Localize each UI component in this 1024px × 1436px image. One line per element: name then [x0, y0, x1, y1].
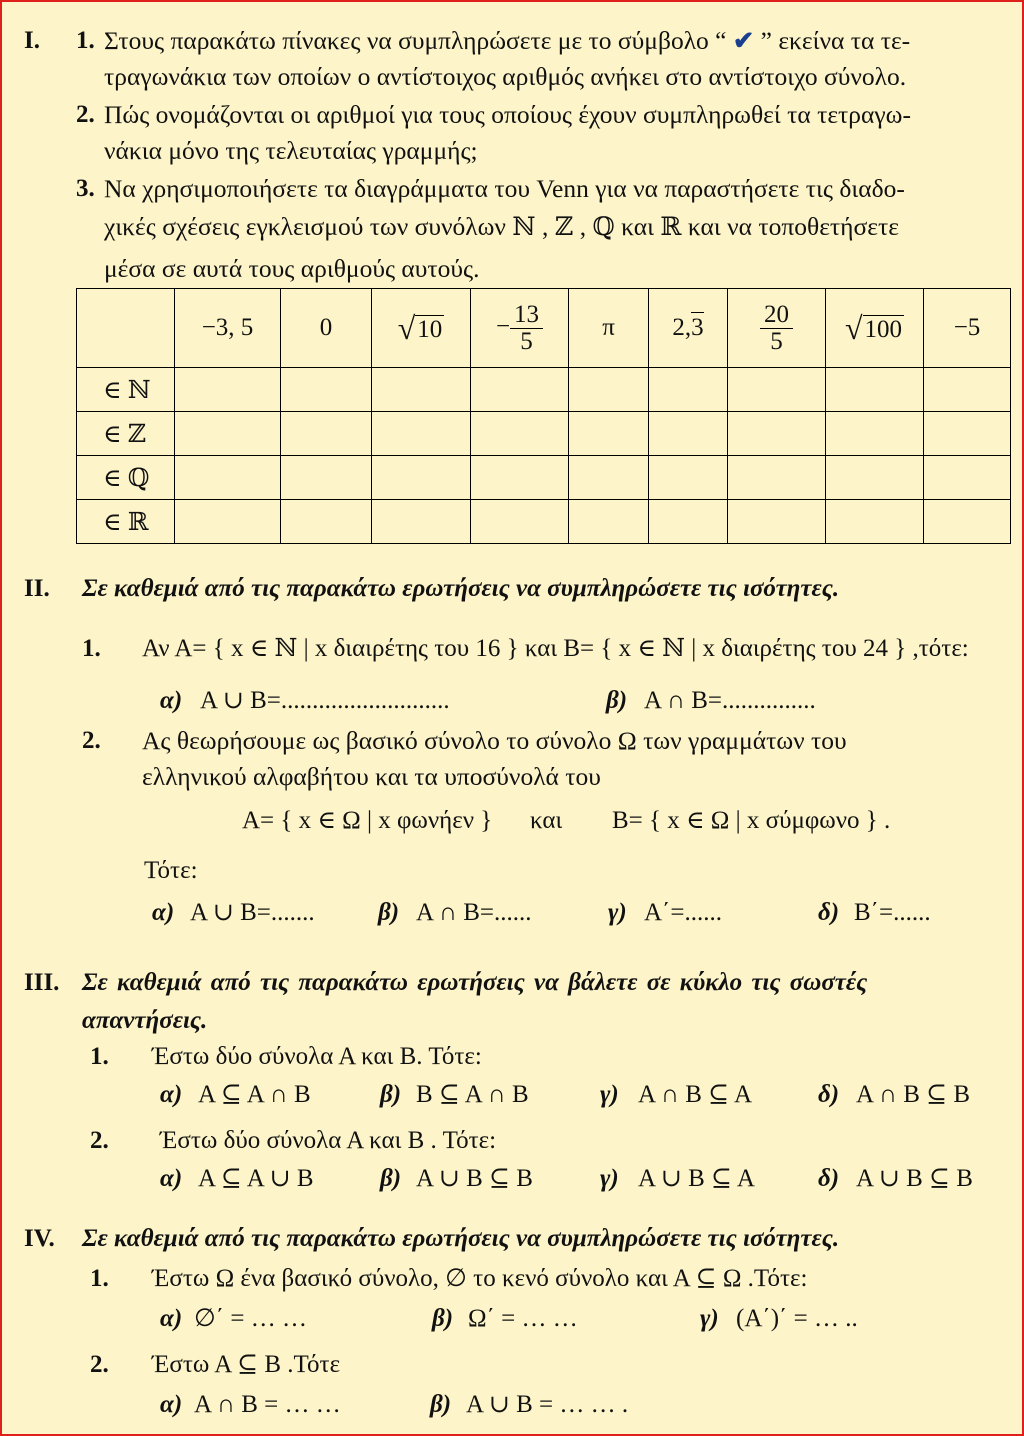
table-row: [77, 368, 1011, 412]
answer-label: δ): [818, 899, 840, 926]
table-cell[interactable]: [471, 456, 569, 500]
section-3-title-line-1: Σε καθεμιά από τις παρακάτω ερωτήσεις να βάλετε σε κύκλο τις σωστές: [82, 969, 868, 996]
header-cell: [372, 289, 471, 368]
table-cell[interactable]: [924, 500, 1011, 544]
sqrt-expression: [845, 310, 904, 347]
table-cell[interactable]: [281, 368, 372, 412]
table-cell[interactable]: [728, 456, 826, 500]
option-answer[interactable]: Α ∩ Β ⊆ Α: [638, 1081, 753, 1108]
set-b-definition: Β= { x ∈ Ω | x σύμφωνο } .: [612, 807, 891, 834]
decimal-integer-part: 2,: [672, 314, 692, 341]
header-value: π: [602, 314, 615, 341]
table-cell[interactable]: [281, 456, 372, 500]
option-label: δ): [818, 1165, 840, 1192]
table-cell[interactable]: [372, 500, 471, 544]
section-3-number: III.: [24, 969, 60, 996]
answer-label: α): [160, 1391, 183, 1418]
table-corner-cell: [77, 289, 175, 368]
table-cell[interactable]: [175, 368, 281, 412]
number-sets-table: [76, 288, 1011, 544]
section-3-title-line-2: απαντήσεις.: [82, 1007, 208, 1034]
table-cell[interactable]: [728, 500, 826, 544]
then-word: Τότε:: [144, 857, 198, 884]
answer-blank[interactable]: Α ∪ Β=...........................: [200, 687, 450, 714]
table-cell[interactable]: [728, 412, 826, 456]
table-cell[interactable]: [649, 412, 728, 456]
row-label: ∈ ℤ: [77, 412, 175, 456]
table-cell[interactable]: [826, 500, 924, 544]
table-header-row: [77, 289, 1011, 368]
question-3-1-number: 1.: [90, 1043, 109, 1070]
table-cell[interactable]: [826, 456, 924, 500]
table-cell[interactable]: [924, 456, 1011, 500]
answer-label: β): [432, 1305, 454, 1332]
radicand: 10: [417, 315, 443, 343]
answer-label: β): [430, 1391, 452, 1418]
answer-blank[interactable]: Α ∩ Β=......: [416, 899, 532, 926]
option-answer[interactable]: Β ⊆ Α ∩ Β: [416, 1081, 529, 1108]
question-2-2-line-1: Ας θεωρήσουμε ως βασικό σύνολο το σύνολο Ω των γραμμάτων του: [142, 726, 847, 755]
table-cell[interactable]: [372, 456, 471, 500]
answer-label: α): [160, 1305, 183, 1332]
question-4-1-number: 1.: [90, 1265, 109, 1292]
table-cell[interactable]: [826, 368, 924, 412]
table-cell[interactable]: [569, 368, 649, 412]
table-cell[interactable]: [281, 412, 372, 456]
table-cell[interactable]: [372, 412, 471, 456]
answer-label: α): [152, 899, 175, 926]
question-4-1-text: Έστω Ω ένα βασικό σύνολο, ∅ το κενό σύνολο και Α ⊆ Ω .Τότε:: [152, 1265, 808, 1292]
table-cell[interactable]: [471, 368, 569, 412]
section-4-title: Σε καθεμιά από τις παρακάτω ερωτήσεις να συμπληρώσετε τις ισότητες.: [82, 1225, 840, 1252]
question-4-2-text: Έστω Α ⊆ Β .Τότε: [152, 1351, 341, 1378]
table-cell[interactable]: [649, 456, 728, 500]
question-3-2-number: 2.: [90, 1127, 109, 1154]
answer-blank[interactable]: Ω΄ = … …: [468, 1305, 578, 1332]
option-label: γ): [600, 1081, 619, 1108]
question-1-3-number: 3.: [76, 175, 95, 202]
table-cell[interactable]: [569, 500, 649, 544]
and-word: και: [530, 807, 563, 834]
header-value: −5: [953, 314, 981, 341]
option-label: β): [380, 1081, 402, 1108]
radical-sign: √: [844, 309, 863, 346]
table-cell[interactable]: [569, 412, 649, 456]
table-cell[interactable]: [924, 412, 1011, 456]
option-answer[interactable]: Α ∪ Β ⊆ Α: [638, 1165, 755, 1192]
answer-blank[interactable]: (Α΄)΄ = … ..: [736, 1305, 858, 1332]
table-cell[interactable]: [826, 412, 924, 456]
answer-blank[interactable]: Α ∩ Β = … …: [194, 1391, 341, 1418]
section-2-title: Σε καθεμιά από τις παρακάτω ερωτήσεις να συμπληρώσετε τις ισότητες.: [82, 575, 840, 602]
minus-sign: −: [495, 312, 511, 340]
answer-label: γ): [608, 899, 627, 926]
row-label: ∈ ℕ: [77, 368, 175, 412]
header-cell: [728, 289, 826, 368]
table-cell[interactable]: [471, 500, 569, 544]
question-2-2-number: 2.: [82, 727, 101, 754]
header-cell: [924, 289, 1011, 368]
option-answer[interactable]: Α ∩ Β ⊆ Β: [856, 1081, 971, 1108]
table-row: [77, 412, 1011, 456]
table-cell[interactable]: [175, 500, 281, 544]
question-2-1-number: 1.: [82, 635, 101, 662]
header-value: −3, 5: [201, 314, 254, 341]
section-2-number: II.: [24, 575, 50, 602]
section-1-number: I.: [24, 27, 40, 54]
question-1-1-line-1: [104, 26, 910, 56]
header-cell: [281, 289, 372, 368]
question-3-1-text: Έστω δύο σύνολα Α και Β. Τότε:: [152, 1043, 482, 1070]
question-1-1-number: 1.: [76, 27, 95, 54]
option-label: δ): [818, 1081, 840, 1108]
option-label: α): [160, 1165, 183, 1192]
repeating-digit: 3: [691, 314, 704, 341]
header-value: 0: [319, 314, 333, 341]
table-cell[interactable]: [372, 368, 471, 412]
table-cell[interactable]: [649, 500, 728, 544]
table-cell[interactable]: [471, 412, 569, 456]
numerator: 20: [760, 302, 793, 329]
header-cell: [471, 289, 569, 368]
option-label: β): [380, 1165, 402, 1192]
answer-blank[interactable]: Β΄=......: [854, 899, 931, 926]
numerator: 13: [510, 302, 543, 329]
question-1-3-line-1: Να χρησιμοποιήσετε τα διαγράμματα του Venn για να παραστήσετε τις διαδο-: [104, 174, 905, 203]
question-2-1-text: Αν Α= { x ∈ ℕ | x διαιρέτης του 16 } και Β= { x ∈ ℕ | x διαιρέτης του 24 } ,τότε:: [142, 635, 969, 662]
option-label: γ): [600, 1165, 619, 1192]
header-cell: [175, 289, 281, 368]
table-row: [77, 500, 1011, 544]
table-cell[interactable]: [728, 368, 826, 412]
option-answer[interactable]: Α ∪ Β ⊆ Β: [416, 1165, 533, 1192]
row-label: ∈ ℚ: [77, 456, 175, 500]
question-1-2-line-2: νάκια μόνο της τελευταίας γραμμής;: [104, 136, 478, 165]
answer-label: α): [160, 687, 183, 714]
header-cell: [569, 289, 649, 368]
row-label: ∈ ℝ: [77, 500, 175, 544]
table-cell[interactable]: [175, 456, 281, 500]
question-2-2-line-2: ελληνικού αλφαβήτου και τα υποσύνολά του: [142, 762, 601, 791]
answer-label: β): [378, 899, 400, 926]
table-cell[interactable]: [649, 368, 728, 412]
answer-label: γ): [700, 1305, 719, 1332]
question-4-2-number: 2.: [90, 1351, 109, 1378]
answer-blank[interactable]: Α ∪ Β=.......: [190, 899, 315, 926]
answer-label: β): [606, 687, 628, 714]
checkmark-icon: ✔: [732, 26, 755, 55]
header-cell: [826, 289, 924, 368]
option-answer[interactable]: Α ⊆ Α ∪ Β: [198, 1165, 314, 1192]
table-cell[interactable]: [924, 368, 1011, 412]
fraction: [760, 302, 793, 355]
option-answer[interactable]: Α ∪ Β ⊆ Β: [856, 1165, 973, 1192]
option-answer[interactable]: Α ⊆ Α ∩ Β: [198, 1081, 311, 1108]
answer-blank[interactable]: Α ∩ Β=...............: [644, 687, 816, 714]
question-1-3-line-2: χικές σχέσεις εγκλεισμού των συνόλων ℕ , ℤ , ℚ και ℝ και να τοποθετήσετε: [104, 212, 899, 241]
table-cell[interactable]: [569, 456, 649, 500]
question-1-2-number: 2.: [76, 101, 95, 128]
question-1-1-text-a: Στους παρακάτω πίνακες να συμπληρώσετε με το σύμβολο “: [104, 26, 733, 55]
table-cell[interactable]: [281, 500, 372, 544]
option-label: α): [160, 1081, 183, 1108]
radical-sign: √: [397, 309, 416, 346]
answer-blank[interactable]: ∅΄ = … …: [194, 1305, 307, 1332]
section-4-number: IV.: [24, 1225, 55, 1252]
set-a-definition: Α= { x ∈ Ω | x φωνήεν }: [242, 807, 493, 834]
denominator: 5: [770, 327, 783, 355]
question-1-3-line-3: μέσα σε αυτά τους αριθμούς αυτούς.: [104, 254, 480, 283]
answer-blank[interactable]: Α ∪ Β = … … .: [466, 1391, 629, 1418]
header-cell: [649, 289, 728, 368]
question-1-1-line-2: τραγωνάκια των οποίων ο αντίστοιχος αριθμός ανήκει στο αντίστοιχο σύνολο.: [104, 62, 907, 91]
denominator: 5: [520, 327, 533, 355]
question-1-2-line-1: Πώς ονομάζονται οι αριθμοί για τους οποίους έχουν συμπληρωθεί τα τετραγω-: [104, 100, 911, 129]
sqrt-expression: [398, 310, 445, 347]
fraction: [510, 302, 543, 355]
question-1-1-text-b: ” εκείνα τα τε-: [754, 26, 911, 55]
radicand: 100: [864, 315, 903, 343]
answer-blank[interactable]: Α΄=......: [644, 899, 722, 926]
table-cell[interactable]: [175, 412, 281, 456]
question-3-2-text: Έστω δύο σύνολα Α και Β . Τότε:: [160, 1127, 497, 1154]
table-row: [77, 456, 1011, 500]
